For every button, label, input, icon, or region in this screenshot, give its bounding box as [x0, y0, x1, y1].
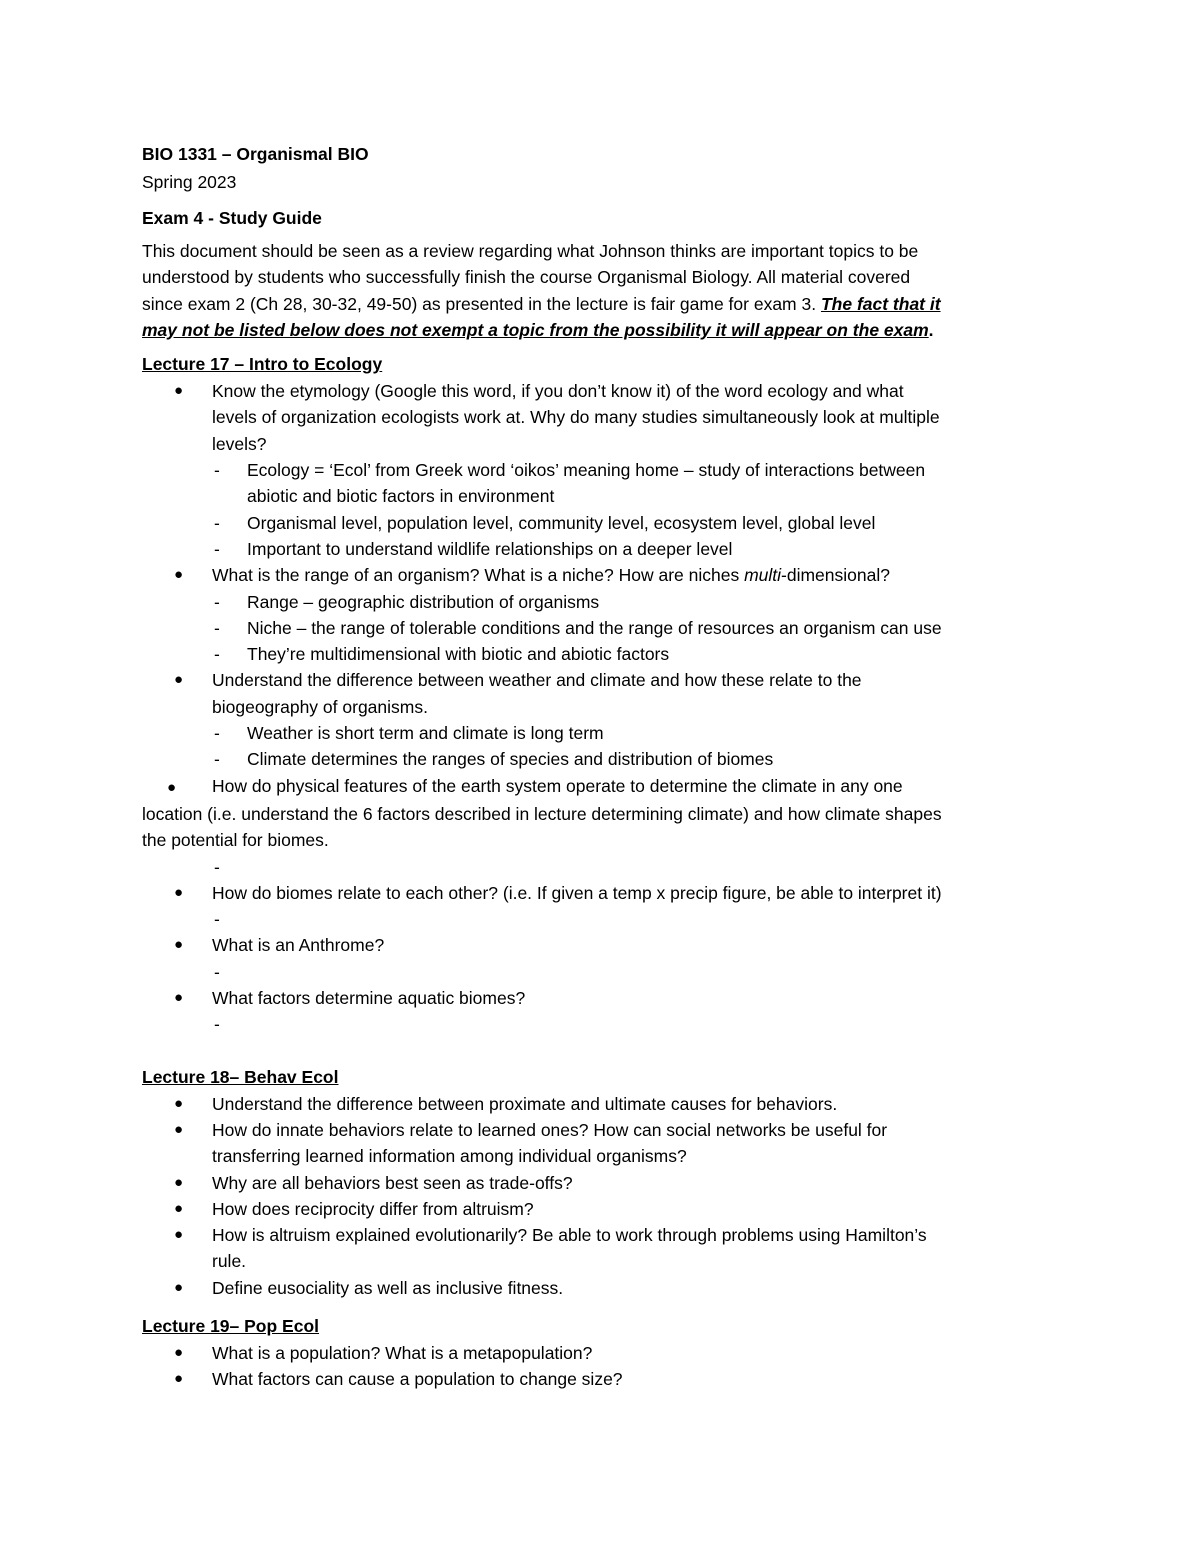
- lecture-17-heading: Lecture 17 – Intro to Ecology: [142, 354, 383, 375]
- exam-title: Exam 4 - Study Guide: [142, 208, 322, 228]
- list-item: ● How do physical features of the earth system operate to determine the climate in any one location (i.e. understand the 6 factors described in lecture determining climate) and how climate shapes the potential for biomes.: [142, 775, 942, 851]
- dash-icon: -: [214, 1014, 220, 1035]
- list-item: ● Know the etymology (Google this word, if you don’t know it) of the word ecology and what levels of organization ecologists work at. Why do many studies simultaneously look at multiple levels?: [142, 378, 1062, 457]
- dash-icon: -: [214, 961, 220, 982]
- sub-list-item: - Important to understand wildlife relationships on a deeper level: [142, 536, 1062, 562]
- list-item: ● How do innate behaviors relate to learned ones? How can social networks be useful for transferring learned information among individual organisms?: [142, 1117, 1062, 1170]
- sub-list-item: [142, 906, 1062, 932]
- term-label: Spring 2023: [142, 172, 237, 192]
- bullet-icon: ●: [174, 671, 184, 689]
- emphasis-text: The fact that it: [820, 293, 941, 314]
- sub-list-item: - Organismal level, population level, community level, ecosystem level, global level: [142, 510, 1062, 536]
- bullet-icon: ●: [174, 989, 184, 1007]
- sub-list-item: - Weather is short term and climate is long term: [142, 720, 1062, 746]
- bullet-icon: ●: [174, 1370, 184, 1388]
- lecture-19-heading: Lecture 19– Pop Ecol: [142, 1315, 320, 1336]
- bullet-icon: ●: [174, 1120, 184, 1138]
- list-item: ● What factors can cause a population to change size?: [142, 1366, 1062, 1392]
- list-item: ● What is the range of an organism? What is a niche? How are niches multi-dimensional?: [142, 562, 1062, 588]
- list-item: ● How do biomes relate to each other? (i.e. If given a temp x precip figure, be able to interpret it): [142, 880, 1062, 906]
- list-item: ● Why are all behaviors best seen as trade-offs?: [142, 1170, 1062, 1196]
- list-item: ● How does reciprocity differ from altruism?: [142, 1196, 1062, 1222]
- bullet-icon: ●: [174, 1094, 184, 1112]
- list-item: ● Understand the difference between proximate and ultimate causes for behaviors.: [142, 1091, 1062, 1117]
- dash-icon: -: [214, 723, 220, 744]
- bullet-icon: ●: [174, 1343, 184, 1361]
- dash-icon: -: [214, 538, 220, 559]
- bullet-icon: ●: [174, 566, 184, 584]
- bullet-icon: ●: [174, 382, 184, 400]
- dash-icon: -: [214, 856, 220, 877]
- list-item: ● How is altruism explained evolutionarily? Be able to work through problems using Hamilton’s rule.: [142, 1222, 1062, 1275]
- sub-list-item: - Ecology = ‘Ecol’ from Greek word ‘oikos’ meaning home – study of interactions between abiotic and biotic factors in environment: [142, 457, 1062, 510]
- list-item: ● Define eusociality as well as inclusive fitness.: [142, 1275, 1062, 1301]
- intro-paragraph: This document should be seen as a review regarding what Johnson thinks are important topics to be understood by students who successfully finish the course Organismal Biology. All material covered since exam 2 (Ch 28, 30-32, 49-50) as presented in the lecture is fair game for exam 3. The fact that it may not be listed below does not exempt a topic from the possibility it will appear on the exam.: [142, 241, 941, 340]
- dash-icon: -: [214, 591, 220, 612]
- bullet-icon: ●: [174, 1199, 184, 1217]
- dash-icon: -: [214, 644, 220, 665]
- sub-list-item: [142, 1011, 1062, 1037]
- bullet-icon: ●: [174, 1278, 184, 1296]
- sub-list-item: - Range – geographic distribution of organisms: [142, 589, 1062, 615]
- sub-list-item: - Niche – the range of tolerable conditions and the range of resources an organism can use: [142, 615, 1062, 641]
- study-guide-page: [142, 140, 1062, 1393]
- bullet-icon: ●: [174, 936, 184, 954]
- dash-icon: -: [214, 749, 220, 770]
- course-title: BIO 1331 – Organismal BIO: [142, 144, 369, 164]
- sub-list-item: [142, 854, 1062, 880]
- dash-icon: -: [214, 617, 220, 638]
- dash-icon: -: [214, 512, 220, 533]
- list-item: ● What is an Anthrome?: [142, 932, 1062, 958]
- emphasis-text: may not be listed below does not exempt a topic from the possibility it will appear on the exam: [142, 319, 929, 340]
- dash-icon: -: [214, 909, 220, 930]
- sub-list-item: - They’re multidimensional with biotic and abiotic factors: [142, 641, 1062, 667]
- dash-icon: -: [214, 460, 220, 481]
- sub-list-item: - Climate determines the ranges of species and distribution of biomes: [142, 746, 1062, 772]
- bullet-icon: ●: [166, 778, 176, 796]
- list-item: ● What is a population? What is a metapopulation?: [142, 1340, 1062, 1366]
- list-item: ● Understand the difference between weather and climate and how these relate to the biogeography of organisms.: [142, 667, 1062, 720]
- bullet-icon: ●: [174, 883, 184, 901]
- bullet-icon: ●: [174, 1226, 184, 1244]
- bullet-icon: ●: [174, 1173, 184, 1191]
- list-item: ● What factors determine aquatic biomes?: [142, 985, 1062, 1011]
- sub-list-item: [142, 959, 1062, 985]
- lecture-18-heading: Lecture 18– Behav Ecol: [142, 1066, 339, 1087]
